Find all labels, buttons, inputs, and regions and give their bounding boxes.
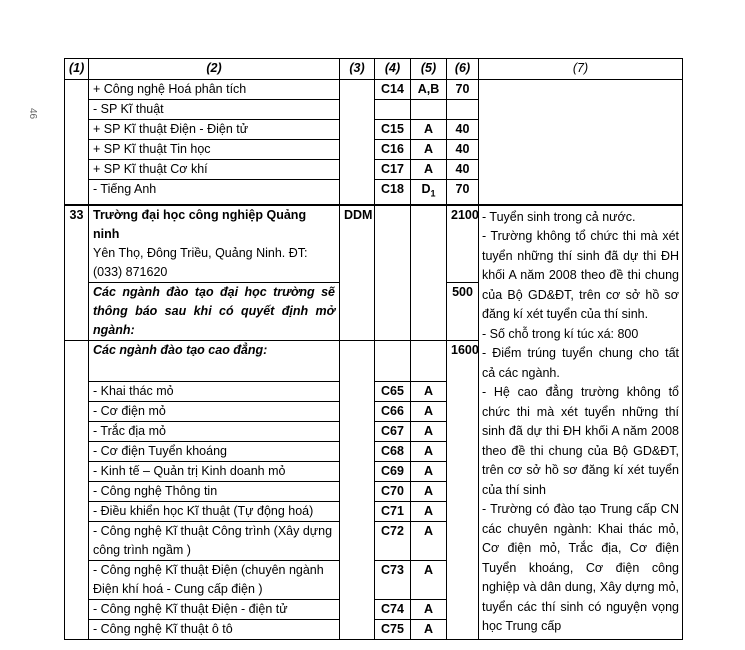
note-line: - Tuyển sinh trong cả nước. <box>482 209 636 224</box>
exam-block: A <box>411 461 447 481</box>
school-address: Yên Thọ, Đông Triều, Quảng Ninh. ĐT: (033) 871620 <box>93 245 308 279</box>
major-code: C67 <box>375 421 411 441</box>
exam-block: A <box>411 441 447 461</box>
major-name: - Điều khiển học Kĩ thuật (Tự động hoá) <box>89 501 340 521</box>
empty-cell <box>375 205 411 341</box>
major-code: C68 <box>375 441 411 461</box>
exam-block: A <box>411 521 447 560</box>
empty-cell <box>375 340 411 381</box>
major-quota: 70 <box>447 80 479 100</box>
note-line: - Trường không tổ chức thi mà xét tuyển những thí sinh đã dự thi ĐH khối A năm 2008 theo đề thi chung của Bộ GD&ĐT, trên cơ sở hồ sơ đăng kí xét tuyển của thí sinh. <box>482 229 679 321</box>
major-code: C18 <box>375 180 411 205</box>
exam-block: A <box>411 140 447 160</box>
college-quota: 1600 <box>447 340 479 639</box>
major-code: C74 <box>375 599 411 619</box>
major-quota <box>447 100 479 120</box>
major-code: C69 <box>375 461 411 481</box>
exam-block: A <box>411 619 447 639</box>
exam-block: A <box>411 501 447 521</box>
major-name: - Tiếng Anh <box>89 180 340 205</box>
major-code <box>375 100 411 120</box>
header-row <box>65 59 683 80</box>
major-code: C17 <box>375 160 411 180</box>
table-row <box>65 80 683 100</box>
major-name: - Trắc địa mỏ <box>89 421 340 441</box>
major-name: - Kinh tế – Quản trị Kinh doanh mỏ <box>89 461 340 481</box>
empty-notes-cell <box>479 80 683 205</box>
major-name: + Công nghệ Hoá phân tích <box>89 80 340 100</box>
major-name: - SP Kĩ thuật <box>89 100 340 120</box>
major-name: + SP Kĩ thuật Điện - Điện tử <box>89 120 340 140</box>
empty-cell <box>411 340 447 381</box>
major-code: C75 <box>375 619 411 639</box>
major-code: C14 <box>375 80 411 100</box>
major-name: - Công nghệ Kĩ thuật ô tô <box>89 619 340 639</box>
major-quota: 40 <box>447 140 479 160</box>
exam-block <box>411 180 447 205</box>
empty-code-cell <box>340 80 375 205</box>
univ-quota: 500 <box>447 282 479 340</box>
major-name: + SP Kĩ thuật Tin học <box>89 140 340 160</box>
major-quota: 70 <box>447 180 479 205</box>
major-quota: 40 <box>447 120 479 140</box>
col-header-6: (6) <box>447 59 479 80</box>
col-header-4: (4) <box>375 59 411 80</box>
major-name: + SP Kĩ thuật Cơ khí <box>89 160 340 180</box>
col-header-1: (1) <box>65 59 89 80</box>
school-total-quota: 2100 <box>447 205 479 283</box>
major-name: - Cơ điện Tuyển khoáng <box>89 441 340 461</box>
exam-block-main: D <box>421 182 431 196</box>
note-line: - Số chỗ trong kí túc xá: 800 <box>482 326 639 341</box>
major-code: C73 <box>375 560 411 599</box>
exam-block-sub: 1 <box>430 188 436 199</box>
major-name: - Công nghệ Kĩ thuật Công trình (Xây dựng công trình ngầm ) <box>89 521 340 560</box>
col-header-5: (5) <box>411 59 447 80</box>
col-header-2: (2) <box>89 59 340 80</box>
major-name: - Cơ điện mỏ <box>89 401 340 421</box>
exam-block: A <box>411 381 447 401</box>
major-code: C72 <box>375 521 411 560</box>
univ-heading: Các ngành đào tạo đại học trường sẽ thông báo sau khi có quyết định mở ngành: <box>89 282 340 340</box>
exam-block: A <box>411 421 447 441</box>
major-name: - Công nghệ Kĩ thuật Điện - điện tử <box>89 599 340 619</box>
major-name: - Khai thác mỏ <box>89 381 340 401</box>
school-code: DDM <box>340 205 375 341</box>
school-row <box>65 205 683 283</box>
col-header-3: (3) <box>340 59 375 80</box>
school-name: Trường đại học công nghiệp Quảng ninh <box>93 207 307 241</box>
major-code: C70 <box>375 481 411 501</box>
exam-block: A <box>411 481 447 501</box>
major-code: C66 <box>375 401 411 421</box>
exam-block: A <box>411 401 447 421</box>
notes-cell <box>479 205 683 640</box>
empty-code-cell <box>340 340 375 639</box>
exam-block <box>411 100 447 120</box>
admissions-table <box>64 58 683 640</box>
note-line: - Trường có đào tạo Trung cấp CN các chuyên ngành: Khai thác mỏ, Cơ điện mỏ, Trắc địa, Cơ điện Tuyển khoáng, Cơ điện công nghiệp và dân dung, Xây dựng mỏ, tuyển các thí sinh có nguyện vọng học Trung cấp <box>482 502 679 633</box>
school-info-cell <box>89 205 340 283</box>
major-code: C16 <box>375 140 411 160</box>
major-code: C15 <box>375 120 411 140</box>
major-name: - Công nghệ Thông tin <box>89 481 340 501</box>
school-number: 33 <box>65 205 89 341</box>
major-code: C65 <box>375 381 411 401</box>
exam-block: A <box>411 160 447 180</box>
major-quota: 40 <box>447 160 479 180</box>
page-number: 46 <box>27 108 38 120</box>
college-heading: Các ngành đào tạo cao đẳng: <box>89 340 340 381</box>
note-line: - Hệ cao đẳng trường không tổ chức thi mà xét tuyển những thí sinh đã dự thi ĐH khối A năm 2008 theo đề thi chung của Bộ GD&ĐT, trên cơ sở hồ sơ đăng kí xét tuyển của thí sinh <box>482 385 679 497</box>
col-header-7: (7) <box>479 59 683 80</box>
empty-number-cell <box>65 340 89 639</box>
empty-cell <box>411 205 447 341</box>
exam-block: A <box>411 560 447 599</box>
exam-block: A <box>411 120 447 140</box>
major-name: - Công nghệ Kĩ thuật Điện (chuyên ngành Điện khí hoá - Cung cấp điện ) <box>89 560 340 599</box>
note-line: - Điểm trúng tuyển chung cho tất cả các ngành. <box>482 346 679 380</box>
exam-block: A,B <box>411 80 447 100</box>
major-code: C71 <box>375 501 411 521</box>
empty-number-cell <box>65 80 89 205</box>
exam-block: A <box>411 599 447 619</box>
